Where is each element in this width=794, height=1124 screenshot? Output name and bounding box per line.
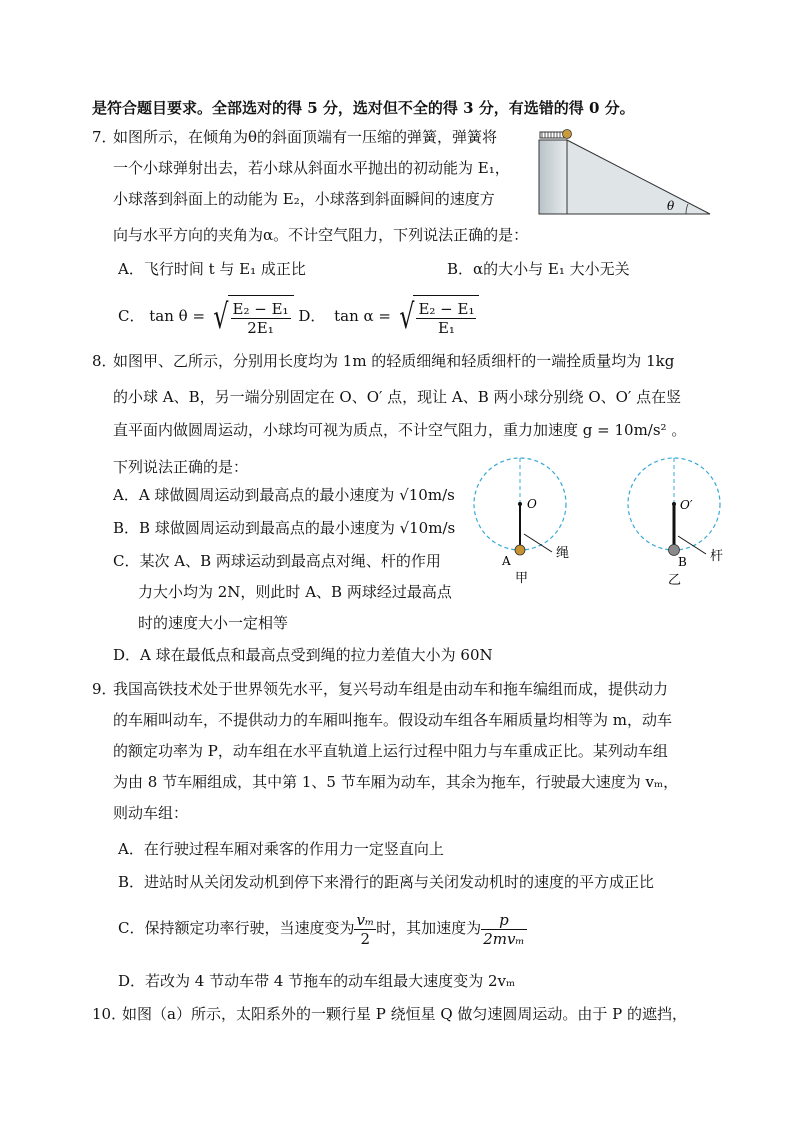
question-8-option-c-line-3: 时的速度大小一定相等 bbox=[138, 614, 289, 632]
incline-surface bbox=[567, 140, 710, 214]
option-c-radical: √ $\frac{\text{E₂ − E₁}}{\text{2E₁}}$ bbox=[210, 294, 294, 340]
option-d-lhs: tan α = bbox=[334, 307, 391, 325]
small-ball bbox=[563, 130, 572, 139]
speed-fraction: $\frac{\text{vₘ}}{2}$ bbox=[356, 910, 375, 948]
question-9-option-d: D．若改为 4 节动车带 4 节拖车的动车组最大速度变为 2vₘ bbox=[118, 972, 516, 990]
theta-label: θ bbox=[667, 199, 675, 213]
ball-b bbox=[669, 545, 680, 556]
question-8-line-3: 直平面内做圆周运动，小球均可视为质点，不计空气阻力，重力加速度 g = 10m/s² 。 bbox=[113, 421, 687, 439]
question-7-line-3: 小球落到斜面上的动能为 E₂，小球落到斜面瞬间的速度方 bbox=[113, 190, 495, 208]
question-10-number: 10． bbox=[92, 1005, 127, 1023]
question-8-option-a: A．A 球做圆周运动到最高点的最小速度为 √10m/s bbox=[113, 486, 455, 504]
question-9-line-4: 为由 8 节车厢组成，其中第 1、5 节车厢为动车，其余为拖车，行驶最大速度为 vₘ， bbox=[113, 773, 679, 791]
ball-a bbox=[515, 545, 525, 555]
question-9-line-5: 则动车组： bbox=[113, 804, 189, 822]
question-8-number: 8． bbox=[92, 352, 117, 370]
question-9-option-c: C．保持额定功率行驶，当速度变为 $\frac{\text{vₘ}}{2}$ 时，其加速度为 $\frac{p}{\text{2mvₘ}}$ bbox=[118, 910, 525, 948]
rope-label: 绳 bbox=[556, 546, 570, 561]
question-7-line-2: 一个小球弹射出去，若小球从斜面水平抛出的初动能为 E₁， bbox=[113, 159, 510, 177]
circular-motion-figure bbox=[470, 456, 730, 592]
rod-label: 杆 bbox=[710, 549, 724, 564]
caption-jia: 甲 bbox=[515, 571, 529, 586]
question-10-line-1: 如图（a）所示，太阳系外的一颗行星 P 绕恒星 Q 做匀速圆周运动。由于 P 的遮挡， bbox=[122, 1005, 688, 1023]
incline-figure bbox=[536, 124, 716, 220]
ball-a-label: A bbox=[502, 554, 511, 568]
caption-yi: 乙 bbox=[668, 573, 682, 588]
option-c-label: C． bbox=[118, 307, 145, 325]
support-block bbox=[539, 140, 567, 214]
option-d-denominator: E₁ bbox=[437, 319, 455, 338]
option-c-numerator: E₂ − E₁ bbox=[232, 300, 289, 319]
question-7-option-c bbox=[118, 294, 479, 340]
question-7-option-a: A．飞行时间 t 与 E₁ 成正比 bbox=[118, 260, 306, 278]
question-8-option-c-line-2: 力大小均为 2N，则此时 A、B 两球经过最高点 bbox=[138, 583, 452, 601]
question-9-option-a: A．在行驶过程车厢对乘客的作用力一定竖直向上 bbox=[118, 840, 444, 858]
question-8-line-4: 下列说法正确的是： bbox=[113, 458, 249, 476]
option-d-radical: √ $\frac{\text{E₂ − E₁}}{\text{E₁}}$ bbox=[396, 294, 480, 340]
pivot-o-label: O bbox=[527, 497, 537, 511]
ball-b-label: B bbox=[678, 555, 687, 569]
acceleration-fraction: $\frac{p}{\text{2mvₘ}}$ bbox=[483, 910, 525, 948]
compressed-spring bbox=[540, 132, 564, 138]
option-c-denominator: 2E₁ bbox=[247, 319, 274, 338]
instruction-line: 是符合题目要求。全部选对的得 5 分，选对但不全的得 3 分，有选错的得 0 分。 bbox=[92, 99, 635, 117]
question-8-line-1: 如图甲、乙所示，分别用长度均为 1m 的轻质细绳和轻质细杆的一端拴质量均为 1kg bbox=[113, 352, 675, 370]
question-7-line-1: 如图所示，在倾角为θ的斜面顶端有一压缩的弹簧，弹簧将 bbox=[113, 128, 498, 146]
question-7-number: 7． bbox=[92, 128, 117, 146]
question-9-option-b: B．进站时从关闭发动机到停下来滑行的距离与关闭发动机时的速度的平方成正比 bbox=[118, 873, 655, 891]
question-9-line-2: 的车厢叫动车，不提供动力的车厢叫拖车。假设动车组各车厢质量均相等为 m，动车 bbox=[113, 711, 672, 729]
option-d-numerator: E₂ − E₁ bbox=[418, 300, 475, 319]
question-9-line-1: 我国高铁技术处于世界领先水平，复兴号动车组是由动车和拖车编组而成，提供动力 bbox=[113, 680, 669, 698]
question-8-option-c-line-1: C．某次 A、B 两球运动到最高点对绳、杆的作用 bbox=[113, 552, 441, 570]
option-d-label: D． bbox=[298, 307, 326, 325]
question-9-number: 9． bbox=[92, 680, 117, 698]
question-8-option-b: B．B 球做圆周运动到最高点的最小速度为 √10m/s bbox=[113, 519, 456, 537]
question-7-option-b: B．α的大小与 E₁ 大小无关 bbox=[447, 260, 630, 278]
question-8-option-d: D．A 球在最低点和最高点受到绳的拉力差值大小为 60N bbox=[113, 646, 493, 664]
question-7-line-4: 向与水平方向的夹角为α。不计空气阻力，下列说法正确的是： bbox=[113, 226, 529, 244]
pivot-o-prime-label: O′ bbox=[680, 498, 693, 512]
question-9-line-3: 的额定功率为 P，动车组在水平直轨道上运行过程中阻力与车重成正比。某列动车组 bbox=[113, 742, 668, 760]
option-c-lhs: tan θ = bbox=[149, 307, 206, 325]
question-8-line-2: 的小球 A、B，另一端分别固定在 O、O′ 点，现让 A、B 两小球分别绕 O、O′ 点在竖 bbox=[113, 388, 682, 406]
